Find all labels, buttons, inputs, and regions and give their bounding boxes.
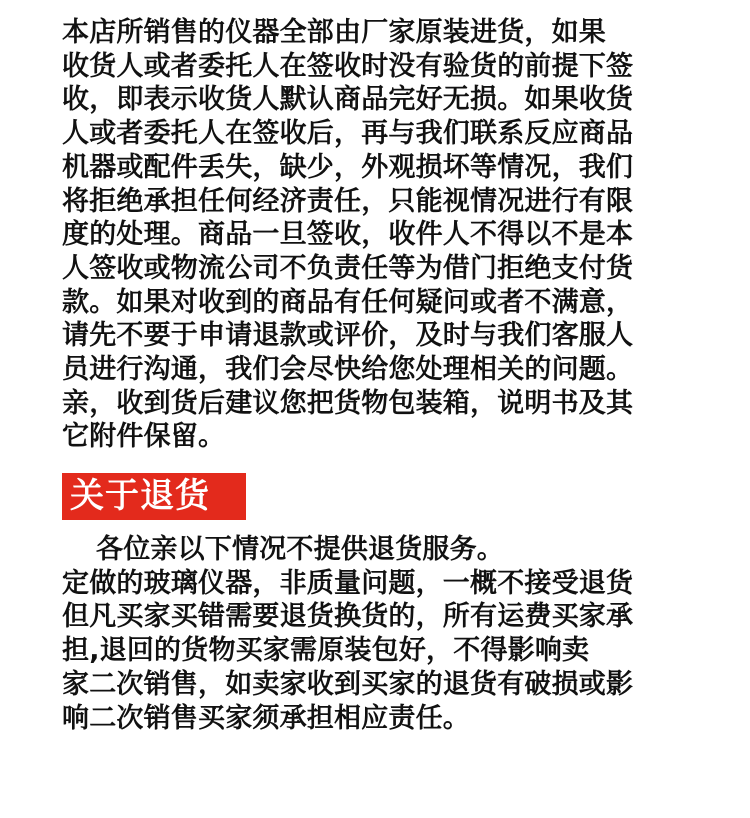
paragraph-line: 员进行沟通，我们会尽快给您处理相关的问题。 — [62, 354, 634, 386]
paragraph-line: 亲，收到货后建议您把货物包装箱，说明书及其 — [62, 387, 634, 419]
returns-section-heading: 关于退货 — [62, 473, 246, 520]
paragraph-line: 家二次销售，如卖家收到买家的退货有破损或影 — [62, 668, 634, 700]
paragraph-line: 本店所销售的仪器全部由厂家原装进货，如果 — [62, 17, 606, 48]
paragraph-line: 收货人或者委托人在签收时没有验货的前提下签 — [62, 50, 634, 82]
paragraph-line: 人或者委托人在签收后，再与我们联系反应商品 — [62, 118, 634, 150]
receipt-policy-paragraph — [62, 16, 672, 454]
paragraph-line: 定做的玻璃仪器，非质量问题，一概不接受退货 — [62, 567, 634, 599]
paragraph-line: 款。如果对收到的商品有任何疑问或者不满意， — [62, 286, 634, 318]
paragraph-line: 但凡买家买错需要退货换货的，所有运费买家承 — [62, 601, 634, 633]
paragraph-line: 请先不要于申请退款或评价，及时与我们客服人 — [62, 320, 634, 352]
returns-policy-paragraph — [62, 533, 672, 735]
paragraph-line: 人签收或物流公司不负责任等为借门拒绝支付货 — [62, 252, 634, 284]
paragraph-line: 担,退回的货物买家需原装包好，不得影响卖 — [62, 635, 590, 667]
paragraph-line: 响二次销售买家须承担相应责任。 — [62, 702, 470, 734]
paragraph-line: 将拒绝承担任何经济责任，只能视情况进行有限 — [62, 185, 634, 217]
paragraph-line: 它附件保留。 — [62, 421, 226, 453]
paragraph-line: 机器或配件丢失，缺少，外观损坏等情况，我们 — [62, 151, 634, 183]
paragraph-line: 收，即表示收货人默认商品完好无损。如果收货 — [62, 84, 634, 116]
paragraph-line: 度的处理。商品一旦签收，收件人不得以不是本 — [62, 219, 634, 251]
paragraph-line: 各位亲以下情况不提供退货服务。 — [96, 534, 504, 565]
